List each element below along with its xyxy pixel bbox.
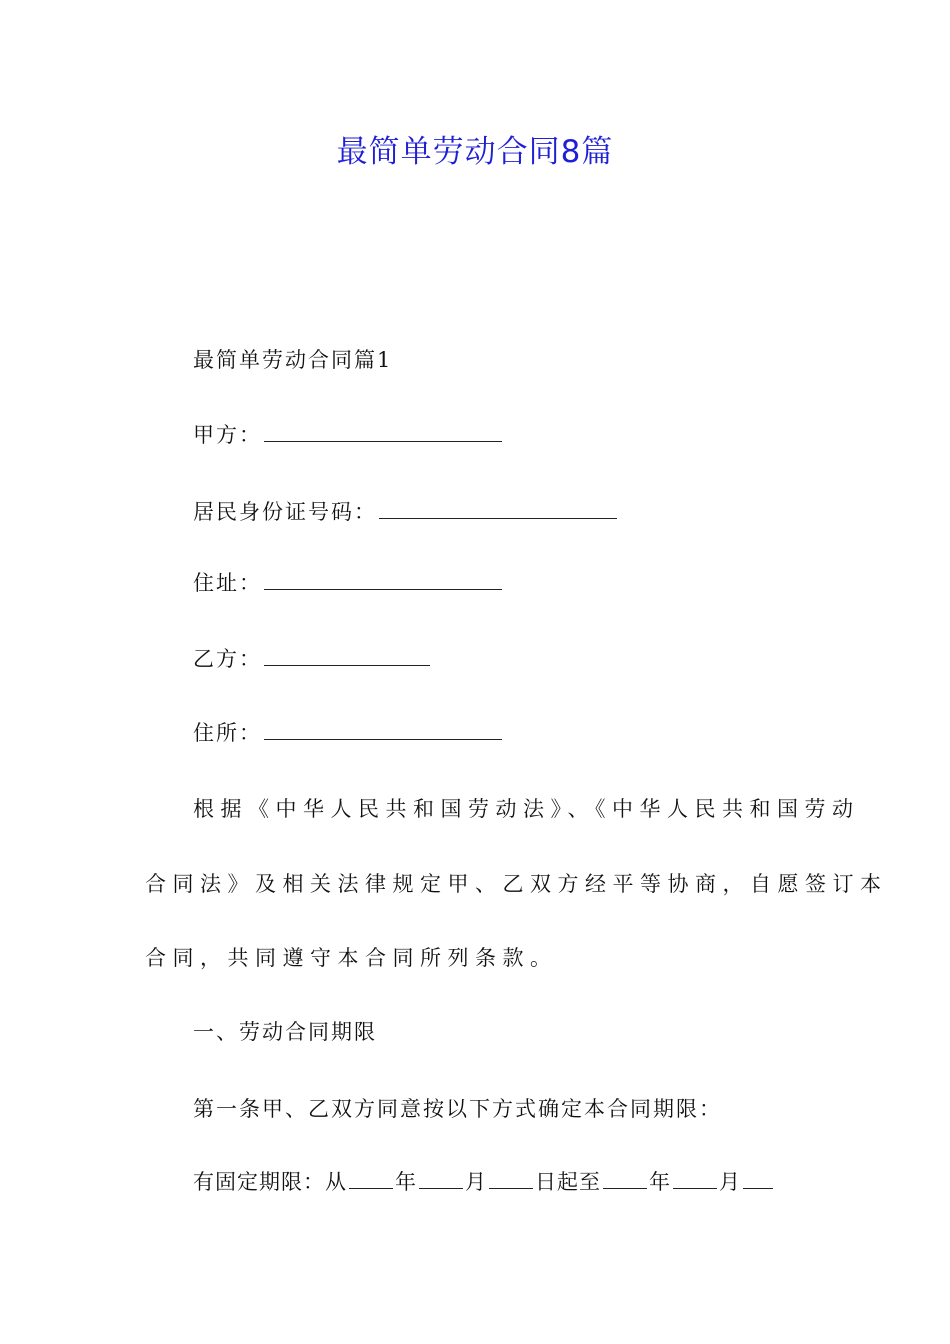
article-1: 第一条甲、乙双方同意按以下方式确定本合同期限： <box>193 1097 722 1121</box>
intro-line-1: 根据《中华人民共和国劳动法》、《中华人民共和国劳动 <box>193 797 860 821</box>
residence-line <box>193 718 504 748</box>
party-a-blank[interactable] <box>264 421 502 442</box>
start-day-blank[interactable] <box>489 1168 533 1189</box>
id-number-line <box>193 497 619 527</box>
address-label: 住址： <box>193 571 262 595</box>
intro-line-3: 合同，共同遵守本合同所列条款。 <box>145 946 558 970</box>
end-month-unit: 月 <box>719 1170 741 1194</box>
address-blank[interactable] <box>264 569 502 590</box>
intro-line-2: 合同法》及相关法律规定甲、乙双方经平等协商，自愿签订本 <box>145 872 888 896</box>
party-a-line <box>193 420 504 450</box>
residence-label: 住所： <box>193 721 262 745</box>
end-year-blank[interactable] <box>603 1168 647 1189</box>
party-a-label: 甲方： <box>193 423 262 447</box>
chapter-heading: 一、劳动合同期限 <box>193 1020 377 1044</box>
residence-blank[interactable] <box>264 719 502 740</box>
start-year-blank[interactable] <box>349 1168 393 1189</box>
party-b-label: 乙方： <box>193 647 262 671</box>
id-number-label: 居民身份证号码： <box>193 500 377 524</box>
start-day-unit: 日起至 <box>535 1170 601 1194</box>
party-b-line <box>193 644 432 674</box>
party-b-blank[interactable] <box>264 645 430 666</box>
start-month-unit: 月 <box>465 1170 487 1194</box>
section-heading: 最简单劳动合同篇1 <box>193 348 393 372</box>
id-number-blank[interactable] <box>379 498 617 519</box>
start-year-unit: 年 <box>395 1170 417 1194</box>
end-day-blank[interactable] <box>743 1168 773 1189</box>
start-month-blank[interactable] <box>419 1168 463 1189</box>
fixed-term-line <box>193 1167 775 1197</box>
fixed-term-label: 有固定期限：从 <box>193 1170 347 1194</box>
end-month-blank[interactable] <box>673 1168 717 1189</box>
address-line <box>193 568 504 598</box>
document-title: 最简单劳动合同8篇 <box>336 134 614 170</box>
end-year-unit: 年 <box>649 1170 671 1194</box>
